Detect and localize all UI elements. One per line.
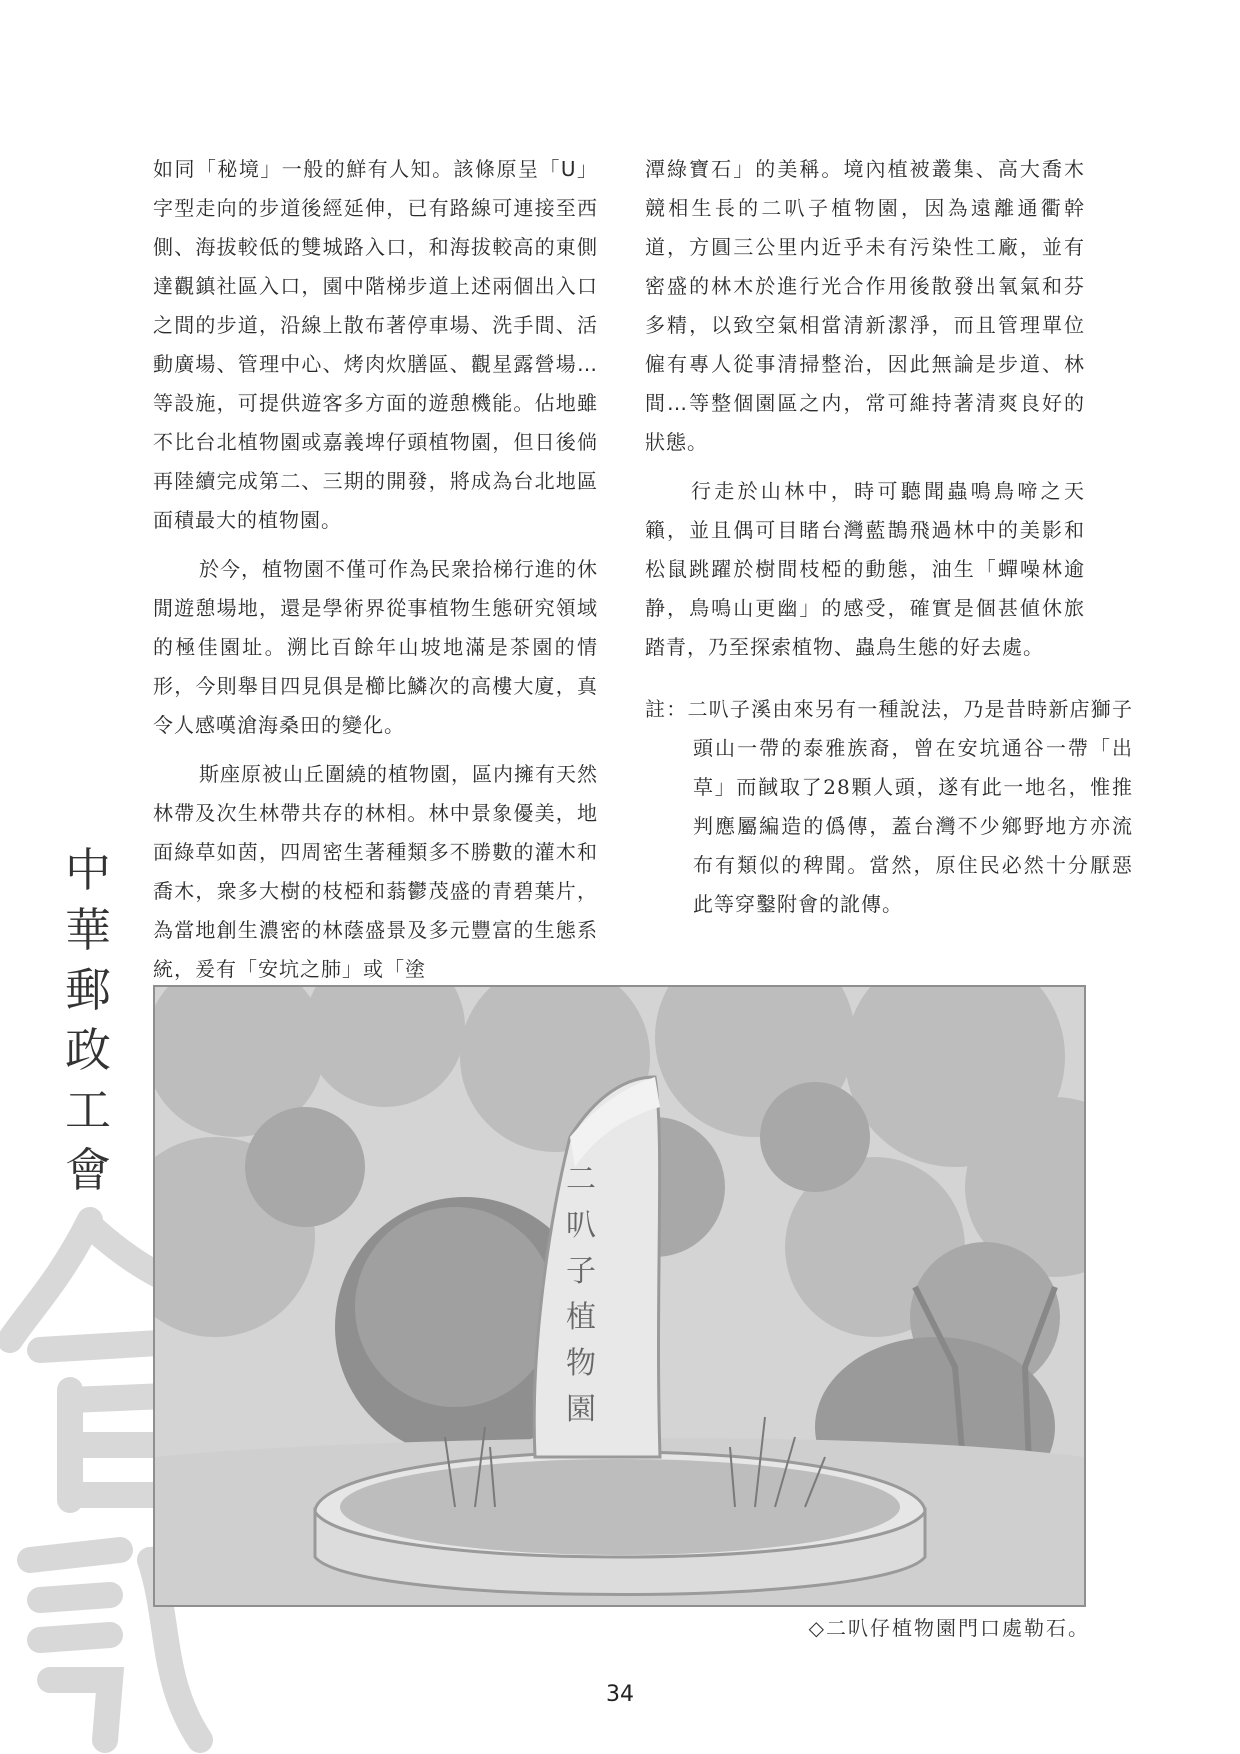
paragraph: 如同「秘境」一般的鮮有人知。該條原呈「U」字型走向的步道後經延伸，已有路線可連接至西側、海拔較低的雙城路入口，和海拔較高的東側達觀鎮社區入口，園中階梯步道上述兩個出入口之間的步道，沿線上散布著停車場、洗手間、活動廣場、管理中心、烤肉炊膳區、觀星露營場…等設施，可提供遊客多方面的遊憩機能。佔地雖不比台北植物園或嘉義埤仔頭植物園，但日後倘再陸續完成第二、三期的開發，將成為台北地區面積最大的植物園。 xyxy=(153,157,598,532)
right-text-column xyxy=(645,150,1085,667)
page-number: 34 xyxy=(606,1682,634,1707)
vertical-publication-title xyxy=(58,840,118,1200)
footnote-text: 二叭子溪由來另有一種說法，乃是昔時新店獅子頭山一帶的泰雅族裔，曾在安坑通谷一帶「出草」而馘取了28顆人頭，遂有此一地名，惟推判應屬編造的僞傳，蓋台灣不少鄉野地方亦流布有類似的稗聞。當然，原住民必然十分厭惡此等穿鑿附會的訛傳。 xyxy=(687,697,1134,916)
title-char: 政 xyxy=(65,1023,111,1077)
photo-stone-monument xyxy=(153,985,1086,1607)
title-char: 工 xyxy=(65,1083,111,1137)
left-text-column xyxy=(153,150,598,989)
photo-caption: ◇二叭仔植物園門口處勒石。 xyxy=(808,1616,1090,1640)
paragraph: 行走於山林中，時可聽聞蟲鳴鳥啼之天籟，並且偶可目睹台灣藍鵲飛過林中的美影和松鼠跳躍於樹間枝椏的動態，油生「蟬噪林逾静，鳥鳴山更幽」的感受，確實是個甚値休旅踏青，乃至探索植物、蟲鳥生態的好去處。 xyxy=(645,479,1085,659)
title-char: 郵 xyxy=(65,963,111,1017)
stone-inscription: 二叭子植物園 xyxy=(566,1162,596,1427)
footnote xyxy=(645,690,1133,924)
paragraph: 斯座原被山丘圍繞的植物園，區内擁有天然林帶及次生林帶共存的林相。林中景象優美，地面綠草如茵，四周密生著種類多不勝數的灌木和喬木，衆多大樹的枝椏和蓊鬱茂盛的青碧葉片，為當地創生濃密的林蔭盛景及多元豐富的生態系統，爰有「安坑之肺」或「塗 xyxy=(153,762,598,981)
title-char: 中 xyxy=(65,843,111,897)
paragraph: 於今，植物園不僅可作為民衆拾梯行進的休閒遊憩場地，還是學術界從事植物生態研究領域的極佳園址。溯比百餘年山坡地滿是茶園的情形，今則舉目四見俱是櫛比鱗次的高樓大廈，真令人感嘆滄海桑田的變化。 xyxy=(153,557,598,737)
title-char: 華 xyxy=(65,903,111,957)
paragraph: 潭綠寶石」的美稱。境內植被叢集、高大喬木競相生長的二叭子植物園，因為遠離通衢幹道，方圓三公里内近乎未有污染性工廠，並有密盛的林木於進行光合作用後散發出氧氣和芬多精，以致空氣相當清新潔淨，而且管理單位僱有專人從事清掃整治，因此無論是步道、林間…等整個園區之内，常可維持著清爽良好的狀態。 xyxy=(645,157,1085,454)
footnote-label: 註： xyxy=(645,697,688,721)
photo-illustration xyxy=(155,987,1084,1605)
title-char: 會 xyxy=(65,1143,111,1197)
